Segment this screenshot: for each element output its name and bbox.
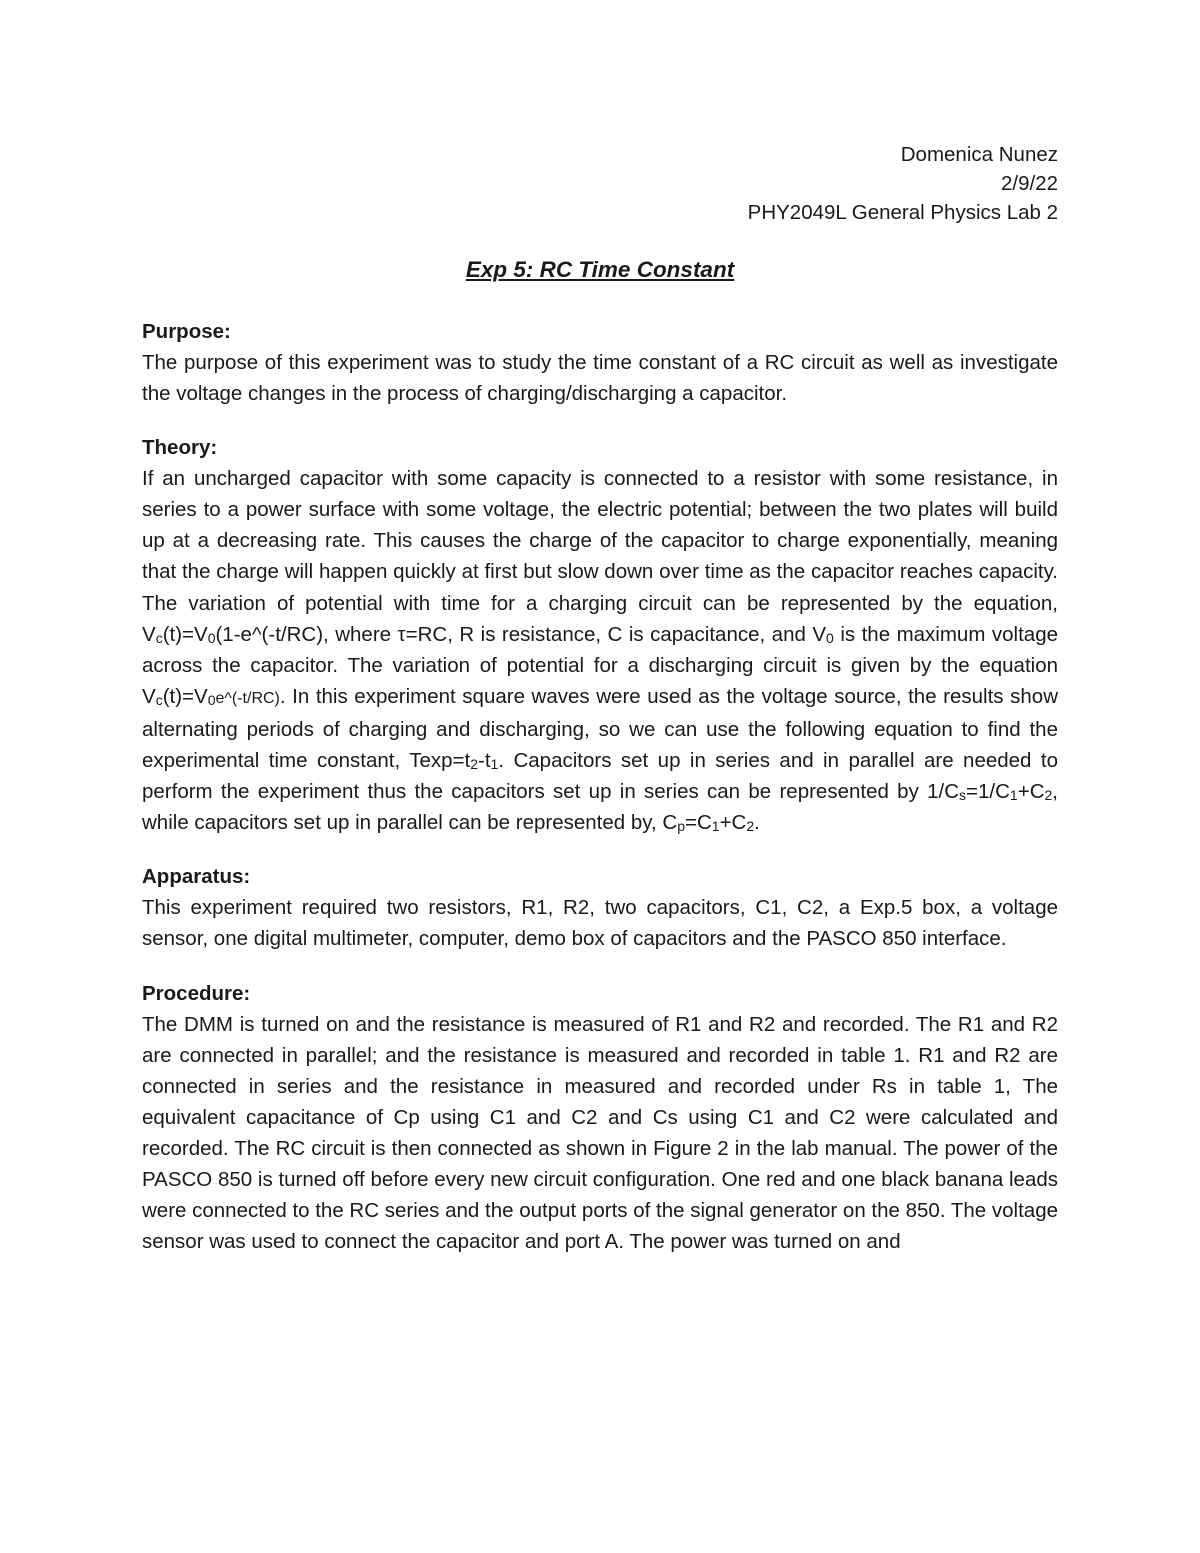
theory-fragment: , while capacitors set up in parallel can be represented by, C — [142, 780, 1058, 835]
theory-subscript: 1 — [711, 818, 720, 835]
theory-fragment: (1-e^(-t/RC), where τ=RC, R is resistance, C is capacitance, and V — [215, 622, 827, 646]
theory-subscript: 0 — [826, 629, 834, 646]
author-name: Domenica Nunez — [900, 143, 1058, 166]
theory-fragment: (t)=V — [162, 684, 208, 708]
theory-fragment: =1/C — [966, 780, 1010, 804]
theory-subscript: 0 — [207, 629, 216, 646]
theory-fragment: e^(-t/RC) — [215, 689, 280, 707]
theory-text — [142, 463, 1058, 838]
theory-fragment: -t — [478, 749, 491, 773]
procedure-text: The DMM is turned on and the resistance is measured of R1 and R2 and recorded. The R1 and R2 are connected in parallel; and the resistance is measured and recorded in table 1. R1 and R2 are connected in series and the resistance in measured and recorded under Rs in table 1, The equivalent capacitance of Cp using C1 and C2 and Cs using C1 and C2 were calculated and recorded. The RC circuit is then connected as shown in Figure 2 in the lab manual. The power of the PASCO 850 is turned off before every new circuit configuration. One red and one black banana leads were connected to the RC series and the output ports of the signal generator on the 850. The voltage sensor was used to connect the capacitor and port A. The power was turned on and — [142, 1012, 1058, 1254]
apparatus-text: This experiment required two resistors, R1, R2, two capacitors, C1, C2, a Exp.5 box, a voltage sensor, one digital multimeter, computer, demo box of capacitors and the PASCO 850 interface. — [142, 896, 1058, 951]
purpose-section — [142, 316, 1058, 409]
apparatus-section — [142, 861, 1058, 954]
theory-fragment: =C — [685, 811, 712, 835]
apparatus-heading: Apparatus: — [142, 865, 251, 889]
theory-fragment: (t)=V — [162, 622, 208, 646]
document-header — [142, 140, 1058, 227]
theory-subscript: 2 — [1044, 787, 1053, 804]
document-date: 2/9/22 — [1001, 172, 1058, 195]
purpose-heading: Purpose: — [142, 320, 231, 343]
procedure-heading: Procedure: — [142, 981, 251, 1005]
theory-fragment: is the maximum voltage across the capacitor. The variation of potential for a discharging circuit is given by the equation V — [142, 622, 1058, 708]
theory-subscript: c — [155, 691, 163, 708]
purpose-text: The purpose of this experiment was to study the time constant of a RC circuit as well as investigate the voltage changes in the process of charging/discharging a capacitor. — [142, 351, 1058, 406]
theory-subscript: 2 — [746, 818, 755, 835]
theory-fragment: +C — [1017, 780, 1045, 804]
theory-subscript: p — [677, 818, 685, 835]
theory-fragment: . — [754, 811, 760, 835]
theory-fragment: . Capacitors set up in series and in parallel are needed to perform the experiment thus the capacitors set up in series can be represented by 1/C — [142, 749, 1058, 804]
theory-subscript: 1 — [490, 756, 499, 773]
theory-fragment: If an uncharged capacitor with some capacity is connected to a resistor with some resistance, in series to a power surface with some voltage, the electric potential; between the two plates will build up at a decreasing rate. This causes the charge of the capacitor to charge exponentially, meaning that the charge will happen quickly at first but slow down over time as the capacitor reaches capacity. The variation of potential with time for a charging circuit can be represented by the equation, V — [142, 467, 1058, 646]
document-page — [142, 140, 1058, 1257]
course-name: PHY2049L General Physics Lab 2 — [747, 201, 1058, 224]
theory-heading: Theory: — [142, 436, 218, 460]
theory-subscript: 2 — [470, 756, 478, 773]
procedure-section — [142, 978, 1058, 1258]
theory-subscript: 1 — [1009, 787, 1018, 804]
theory-section — [142, 432, 1058, 838]
theory-subscript: 0 — [207, 691, 216, 708]
theory-subscript: s — [959, 787, 967, 804]
theory-fragment: +C — [719, 811, 747, 835]
theory-subscript: c — [155, 629, 163, 646]
document-title: Exp 5: RC Time Constant — [465, 257, 735, 282]
theory-fragment: . In this experiment square waves were used as the voltage source, the results show alternating periods of charging and discharging, so we can use the following equation to find the experimental time constant, Texp=t — [142, 684, 1058, 773]
